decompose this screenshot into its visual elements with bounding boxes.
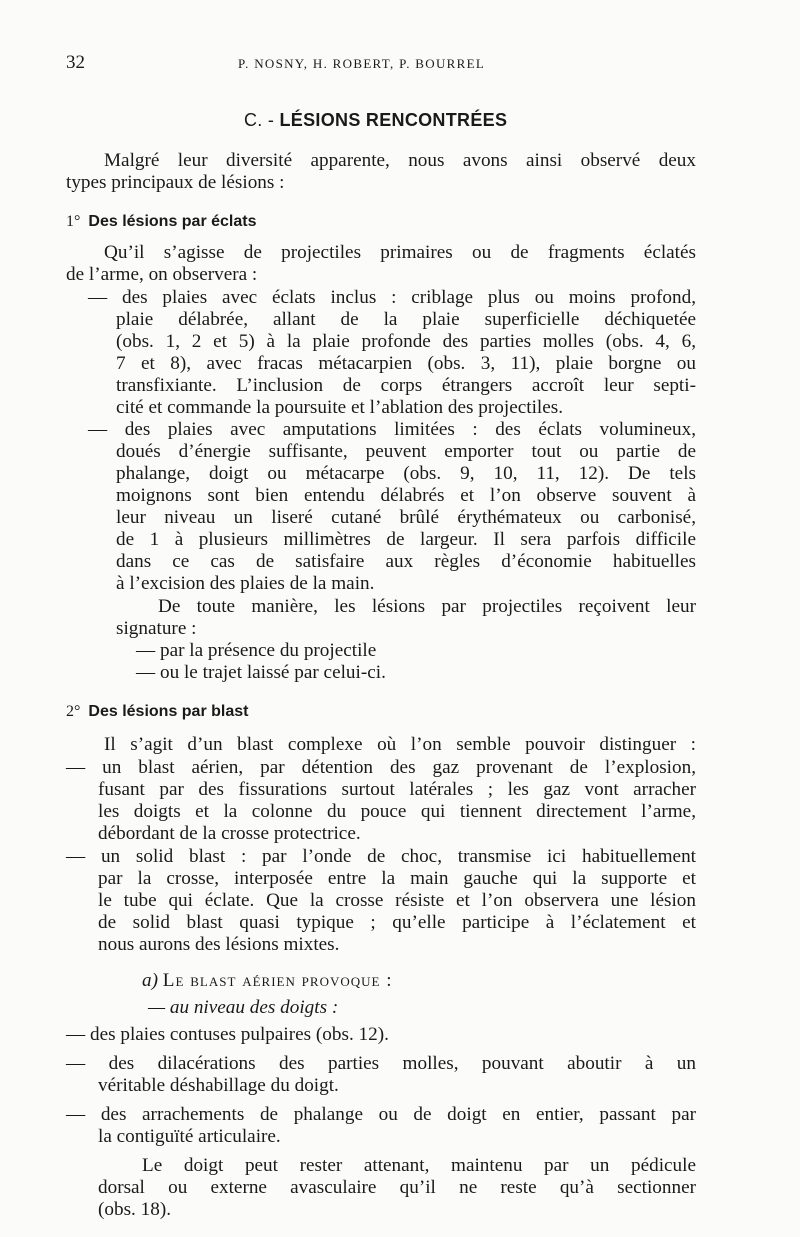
- section-title: [244, 110, 507, 131]
- list-item-line: de 1 à plusieurs millimètres de largeur. Il sera parfois difficile: [116, 529, 696, 550]
- subsection-heading-text: Des lésions par éclats: [88, 213, 257, 230]
- list-item-line: de solid blast quasi typique ; qu’elle participe à l’éclatement et: [98, 912, 696, 933]
- list-item-line: nous aurons des lésions mixtes.: [98, 934, 340, 955]
- subsection-number: 2°: [66, 703, 81, 720]
- section-title-prefix: C. -: [244, 110, 275, 130]
- list-item-line: — des dilacérations des parties molles, pouvant aboutir à un: [66, 1053, 696, 1074]
- list-item-line: — des plaies avec éclats inclus : criblage plus ou moins profond,: [88, 287, 696, 308]
- list-item-line: — ou le trajet laissé par celui-ci.: [136, 662, 386, 683]
- subheading-a: [142, 970, 393, 992]
- section-title-text: LÉSIONS RENCONTRÉES: [279, 110, 508, 130]
- paragraph-line: (obs. 18).: [98, 1199, 172, 1220]
- list-item-line: — des arrachements de phalange ou de doigt en entier, passant par: [66, 1104, 696, 1125]
- list-item-line: 7 et 8), avec fracas métacarpien (obs. 3, 11), plaie borgne ou: [116, 353, 696, 374]
- paragraph-line: De toute manière, les lésions par projectiles reçoivent leur: [158, 596, 696, 617]
- paragraph-line: types principaux de lésions :: [66, 172, 285, 193]
- list-item-line: véritable déshabillage du doigt.: [98, 1075, 339, 1096]
- running-head: P. NOSNY, H. ROBERT, P. BOURREL: [238, 56, 486, 71]
- subsection-number: 1°: [66, 213, 81, 230]
- list-item-line: les doigts et la colonne du pouce qui tiennent directement l’arme,: [98, 801, 696, 822]
- list-item-line: le tube qui éclate. Que la crosse résiste et l’on observera une lésion: [98, 890, 696, 911]
- subheading-a-label: a): [142, 970, 158, 991]
- list-item-line: à l’excision des plaies de la main.: [116, 573, 375, 594]
- page-header: [66, 52, 696, 76]
- subheading-a-level: — au niveau des doigts :: [148, 997, 339, 1018]
- paragraph-line: signature :: [116, 618, 197, 639]
- list-item-line: doués d’énergie suffisante, peuvent emporter tout ou partie de: [116, 441, 696, 462]
- list-item-line: moignons sont bien entendu délabrés et l’on observe souvent à: [116, 485, 696, 506]
- list-item-line: phalange, doigt ou métacarpe (obs. 9, 10, 11, 12). De tels: [116, 463, 696, 484]
- list-item-line: dans ce cas de satisfaire aux règles d’économie habituelles: [116, 551, 696, 572]
- list-item-line: (obs. 1, 2 et 5) à la plaie profonde des parties molles (obs. 4, 6,: [116, 331, 696, 352]
- list-item-line: leur niveau un liseré cutané brûlé érythémateux ou carbonisé,: [116, 507, 696, 528]
- page-number: 32: [66, 52, 85, 73]
- paragraph-line: Qu’il s’agisse de projectiles primaires ou de fragments éclatés: [104, 242, 696, 263]
- list-item-line: — un blast aérien, par détention des gaz provenant de l’explosion,: [66, 757, 696, 778]
- list-item-line: par la crosse, interposée entre la main gauche qui la supporte et: [98, 868, 696, 889]
- list-item-line: — un solid blast : par l’onde de choc, transmise ici habituellement: [66, 846, 696, 867]
- list-item-line: plaie délabrée, allant de la plaie superficielle déchiquetée: [116, 309, 696, 330]
- subsection-heading-1: [66, 213, 257, 231]
- subsection-heading-text: Des lésions par blast: [88, 703, 249, 720]
- list-item-line: — des plaies contuses pulpaires (obs. 12).: [66, 1024, 389, 1045]
- list-item-line: cité et commande la poursuite et l’ablation des projectiles.: [116, 397, 564, 418]
- paragraph-line: de l’arme, on observera :: [66, 264, 258, 285]
- subheading-a-text: Le blast aérien provoque :: [162, 970, 393, 991]
- subsection-heading-2: [66, 703, 248, 721]
- paragraph-line: Le doigt peut rester attenant, maintenu par un pédicule: [142, 1155, 696, 1176]
- list-item-line: la contiguïté articulaire.: [98, 1126, 281, 1147]
- paragraph-line: Malgré leur diversité apparente, nous avons ainsi observé deux: [104, 150, 696, 171]
- list-item-line: — des plaies avec amputations limitées : des éclats volumineux,: [88, 419, 696, 440]
- list-item-line: fusant par des fissurations surtout latérales ; les gaz vont arracher: [98, 779, 696, 800]
- list-item-line: débordant de la crosse protectrice.: [98, 823, 361, 844]
- paragraph-line: Il s’agit d’un blast complexe où l’on semble pouvoir distinguer :: [104, 734, 696, 755]
- list-item-line: transfixiante. L’inclusion de corps étrangers accroît leur septi-: [116, 375, 696, 396]
- list-item-line: — par la présence du projectile: [136, 640, 377, 661]
- paragraph-line: dorsal ou externe avasculaire qu’il ne reste qu’à sectionner: [98, 1177, 696, 1198]
